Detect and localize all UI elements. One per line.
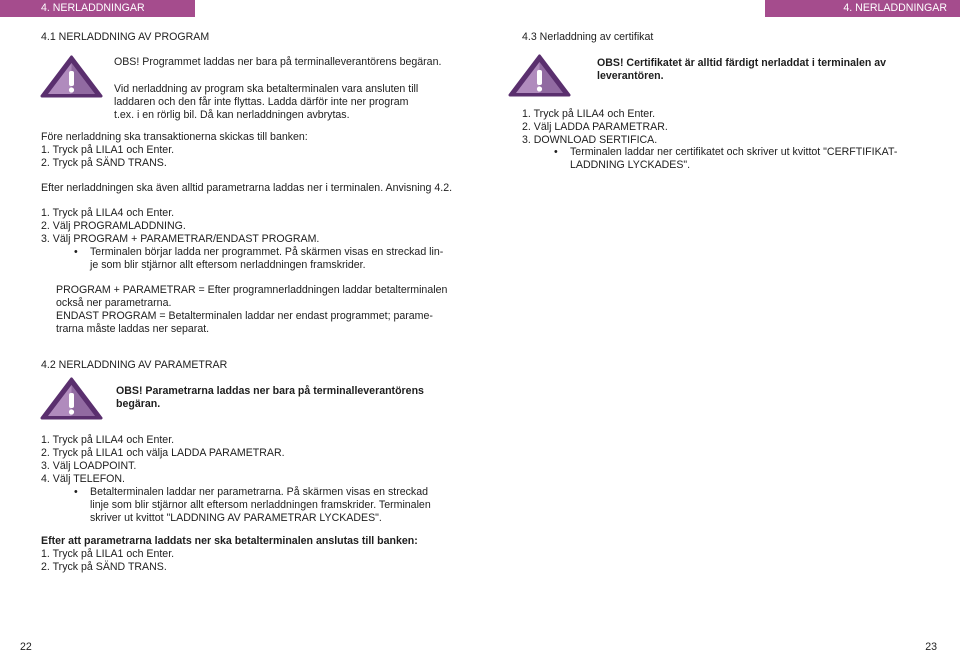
obs-note: begäran. (116, 398, 161, 410)
step-item: 2. Tryck på SÄND TRANS. (41, 561, 167, 573)
step-item: 1. Tryck på LILA4 och Enter. (522, 108, 656, 120)
step-item: 1. Tryck på LILA1 och Enter. (41, 548, 175, 560)
step-item: 3. Välj LOADPOINT. (41, 460, 137, 472)
section-heading-4-3: 4.3 Nerladdning av certifikat (522, 31, 654, 43)
step-item: 3. DOWNLOAD SERTIFICA. (522, 134, 658, 146)
step-item: 1. Tryck på LILA4 och Enter. (41, 434, 175, 446)
header-bar-left (0, 0, 195, 17)
step-item: 4. Välj TELEFON. (41, 473, 125, 485)
step-item: 1. Tryck på LILA4 och Enter. (41, 207, 175, 219)
chapter-title-right: 4. NERLADDNINGAR (843, 2, 947, 14)
warning-line: Vid nerladdning av program ska betalterminalen vara ansluten till (114, 83, 419, 95)
page-number-right: 23 (925, 641, 937, 653)
step-item: 2. Tryck på SÄND TRANS. (41, 157, 167, 169)
bullet-item: • Terminalen laddar ner certifikatet och skriver ut kvittot "CERFTIFIKAT- (570, 146, 897, 159)
obs-note: OBS! Certifikatet är alltid färdigt nerladdat i terminalen av (597, 57, 887, 69)
bullet-continuation: LADDNING LYCKADES". (570, 159, 691, 171)
section-heading-4-1: 4.1 NERLADDNING AV PROGRAM (41, 31, 210, 43)
step-item: 2. Tryck på LILA1 och välja LADDA PARAMETRAR. (41, 447, 285, 459)
bullet-continuation: skriver ut kvittot "LADDNING AV PARAMETRAR LYCKADES". (90, 512, 382, 524)
header-bar-right (765, 0, 960, 17)
page-number-left: 22 (20, 641, 32, 653)
section-heading-4-2: 4.2 NERLADDNING AV PARAMETRAR (41, 359, 228, 371)
warning-triangle-icon (508, 54, 571, 97)
note-line: ENDAST PROGRAM = Betalterminalen laddar ner endast programmet; parame- (56, 310, 433, 322)
warning-line: laddaren och den får inte flyttas. Ladda därför inte ner program (114, 96, 409, 108)
step-item: 2. Välj PROGRAMLADDNING. (41, 220, 186, 232)
obs-note: OBS! Parametrarna laddas ner bara på terminalleverantörens (116, 385, 424, 397)
note-line: trarna måste laddas ner separat. (56, 323, 210, 335)
obs-note: leverantören. (597, 70, 664, 82)
note-line: PROGRAM + PARAMETRAR = Efter programnerladdningen laddar betalterminalen (56, 284, 448, 296)
bullet-item: • Betalterminalen laddar ner parametrarna. På skärmen visas en streckad (90, 486, 428, 499)
warning-line: t.ex. i en rörlig bil. Då kan nerladdningen avbrytas. (114, 109, 350, 121)
before-download-heading: Före nerladdning ska transaktionerna skickas till banken: (41, 131, 308, 143)
obs-note: OBS! Programmet laddas ner bara på terminalleverantörens begäran. (114, 56, 442, 68)
bullet-continuation: linje som blir stjärnor allt eftersom nerladdningen framskrider. Terminalen (90, 499, 431, 511)
step-item: 3. Välj PROGRAM + PARAMETRAR/ENDAST PROGRAM. (41, 233, 320, 245)
chapter-title-left: 4. NERLADDNINGAR (41, 2, 145, 14)
warning-triangle-icon (40, 377, 103, 420)
bullet-continuation: je som blir stjärnor allt eftersom nerladdningen framskrider. (90, 259, 366, 271)
after-download-note: Efter nerladdningen ska även alltid parametrarna laddas ner i terminalen. Anvisning 4.2. (41, 182, 453, 194)
note-line: också ner parametrarna. (56, 297, 172, 309)
step-item: 2. Välj LADDA PARAMETRAR. (522, 121, 668, 133)
bullet-item: • Terminalen börjar ladda ner programmet. På skärmen visas en streckad lin- (90, 246, 443, 259)
warning-triangle-icon (40, 55, 103, 98)
step-item: 1. Tryck på LILA1 och Enter. (41, 144, 175, 156)
after-params-heading: Efter att parametrarna laddats ner ska betalterminalen anslutas till banken: (41, 535, 418, 547)
